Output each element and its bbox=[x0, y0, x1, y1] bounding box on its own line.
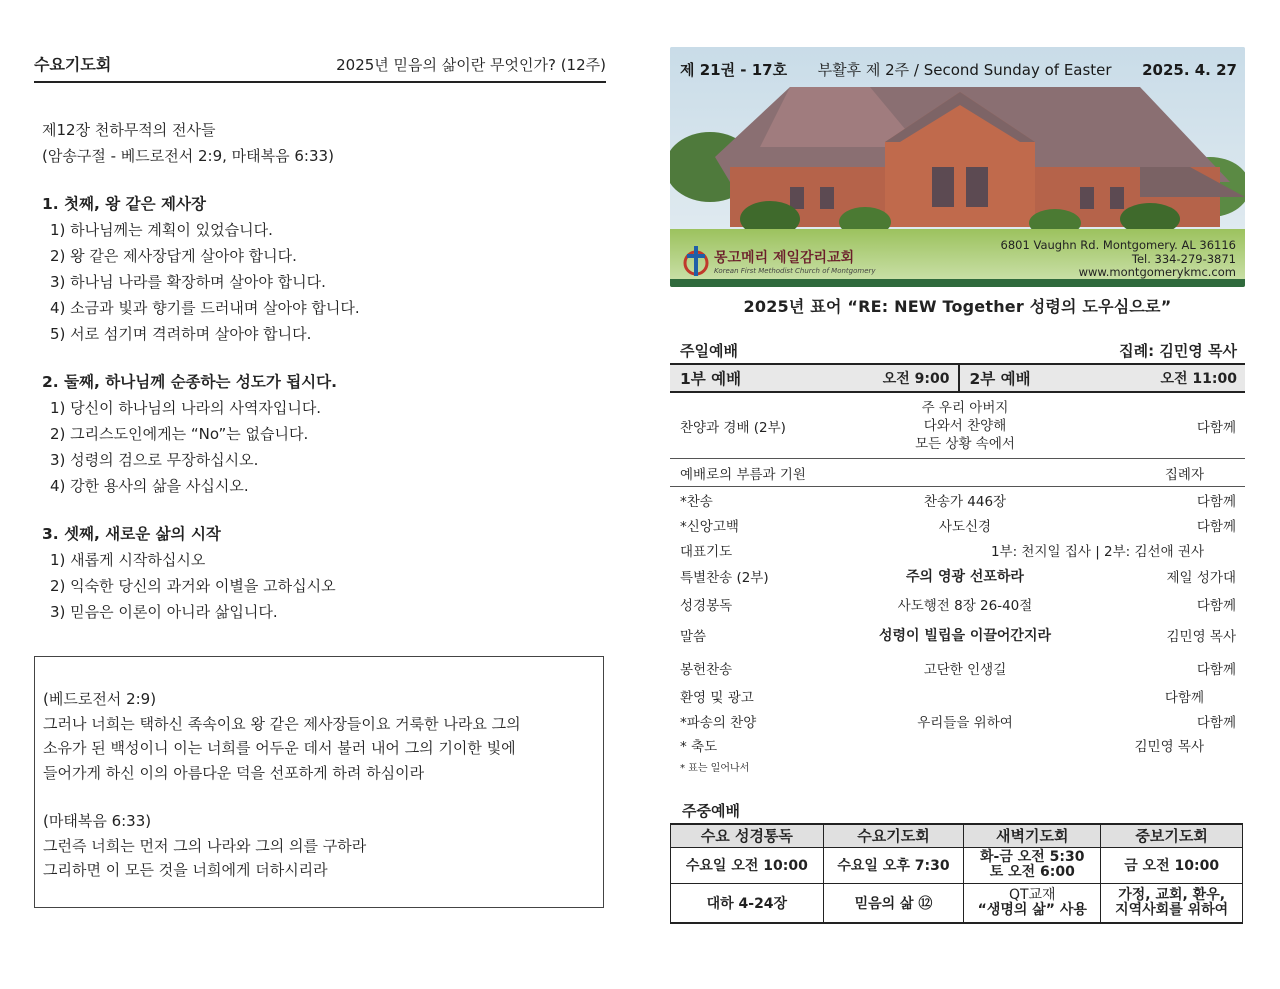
phone-line: Tel. 334-279-3871 bbox=[1131, 251, 1236, 266]
table-cell: 대하 4-24장 bbox=[671, 883, 824, 923]
praise-songs bbox=[864, 399, 1066, 453]
section-item: 2) 왕 같은 제사장답게 살아야 합니다. bbox=[50, 247, 297, 265]
verse-line: 그리하면 이 모든 것을 너희에게 더하시리라 bbox=[43, 861, 328, 879]
sunday-worship-title: 주일예배 bbox=[680, 342, 738, 360]
order-item-label: 환영 및 광고 bbox=[680, 690, 754, 706]
weekday-schedule-table bbox=[670, 823, 1243, 924]
section-item: 4) 강한 용사의 삶을 사십시오. bbox=[50, 477, 249, 495]
section-item: 3) 믿음은 이론이 아니라 삶입니다. bbox=[50, 603, 278, 621]
praise-song: 주 우리 아버지 bbox=[921, 399, 1009, 416]
order-item-leader: 다함께 bbox=[1196, 661, 1236, 678]
church-name-en: Korean First Methodist Church of Montgomery bbox=[714, 267, 876, 275]
praise-song: 다와서 찬양해 bbox=[923, 417, 1007, 434]
address-line: 6801 Vaughn Rd. Montgomery. AL 36116 bbox=[1000, 238, 1236, 252]
verse-line: 그런즉 너희는 먼저 그의 나라와 그의 의를 구하라 bbox=[43, 836, 367, 855]
section-heading: 1. 첫째, 왕 같은 제사장 bbox=[42, 195, 206, 213]
order-item-leader: 다함께 bbox=[1196, 715, 1236, 731]
bulletin-header bbox=[670, 47, 1245, 92]
order-item-content: 찬송가 446장 bbox=[923, 493, 1007, 510]
table-cell: 수요일 오전 10:00 bbox=[671, 847, 824, 883]
service-1 bbox=[670, 365, 958, 391]
service-1-time: 오전 9:00 bbox=[882, 371, 950, 387]
table-header: 새벽기도회 bbox=[964, 824, 1101, 847]
section-item: 3) 하나님 나라를 확장하며 살아야 합니다. bbox=[50, 273, 326, 291]
website-link[interactable]: www.montgomerykmc.com bbox=[1078, 265, 1236, 279]
order-item-leader: 김민영 목사 bbox=[1134, 739, 1204, 755]
table-cell: 화-금 오전 5:30 토 오전 6:00 bbox=[964, 847, 1101, 883]
officiant: 집례: 김민영 목사 bbox=[1119, 342, 1237, 360]
table-cell: 믿음의 삶 ⑫ bbox=[823, 883, 964, 923]
verse-line: 소유가 된 백성이니 이는 너희를 어두운 데서 불러 내어 그의 기이한 빛에 bbox=[43, 739, 516, 757]
order-row bbox=[670, 618, 1245, 652]
chapter-block bbox=[42, 117, 606, 169]
left-header bbox=[34, 52, 606, 83]
order-item-label: *찬송 bbox=[680, 493, 713, 510]
right-page bbox=[670, 47, 1245, 924]
cross-flame-icon bbox=[682, 244, 710, 278]
scripture-box bbox=[34, 656, 604, 908]
sunday-worship-header bbox=[670, 340, 1245, 363]
order-of-worship bbox=[670, 459, 1245, 757]
service-times bbox=[670, 363, 1245, 393]
church-name-ko: 몽고메리 제일감리교회 bbox=[714, 250, 855, 266]
section-heading: 2. 둘째, 하나님께 순종하는 성도가 됩시다. bbox=[42, 373, 337, 391]
order-row bbox=[670, 512, 1245, 537]
order-item-leader: 1부: 천지일 집사 | 2부: 김선애 권사 bbox=[990, 543, 1204, 560]
order-item-leader: 다함께 bbox=[1164, 690, 1204, 706]
verse-line: 그러나 너희는 택하신 족속이요 왕 같은 제사장들이요 거룩한 나라요 그의 bbox=[43, 714, 521, 733]
section-2 bbox=[42, 369, 606, 499]
order-item-label: *신앙고백 bbox=[680, 518, 739, 535]
praise-label: 찬양과 경배 (2부) bbox=[680, 419, 786, 436]
chapter-title: 제12장 천하무적의 전사들 bbox=[42, 121, 216, 139]
praise-leader: 다함께 bbox=[1196, 419, 1236, 436]
table-cell: 가정, 교회, 환우, 지역사회를 위하여 bbox=[1101, 883, 1243, 923]
verse-reference: (베드로전서 2:9) bbox=[43, 690, 157, 708]
order-item-leader: 집례자 bbox=[1164, 466, 1204, 483]
order-row bbox=[670, 652, 1245, 683]
order-item-label: 성경봉독 bbox=[680, 598, 733, 614]
section-item: 4) 소금과 빛과 향기를 드러내며 살아야 합니다. bbox=[50, 299, 360, 317]
standing-note: * 표는 일어나서 bbox=[680, 763, 750, 774]
section-heading: 3. 셋째, 새로운 삶의 시작 bbox=[42, 525, 221, 543]
praise-song: 모든 상황 속에서 bbox=[915, 435, 1015, 452]
left-page bbox=[34, 52, 606, 625]
service-1-label: 1부 예배 bbox=[680, 370, 742, 388]
order-row bbox=[670, 562, 1245, 590]
table-cell: 수요일 오후 7:30 bbox=[823, 847, 964, 883]
order-item-leader: 다함께 bbox=[1196, 518, 1236, 535]
order-row bbox=[670, 487, 1245, 512]
order-item-content: 사도신경 bbox=[938, 518, 992, 535]
service-2-time: 오전 11:00 bbox=[1160, 371, 1237, 387]
section-1 bbox=[42, 191, 606, 347]
table-header: 수요 성경통독 bbox=[671, 824, 824, 847]
order-item-content: 우리들을 위하여 bbox=[917, 715, 1013, 731]
order-item-leader: 다함께 bbox=[1196, 598, 1236, 614]
order-row bbox=[670, 683, 1245, 709]
order-item-label: 봉헌찬송 bbox=[680, 661, 733, 678]
section-item: 1) 당신이 하나님의 나라의 사역자입니다. bbox=[50, 399, 322, 417]
order-row bbox=[670, 537, 1245, 562]
order-row bbox=[670, 733, 1245, 757]
church-banner bbox=[670, 47, 1245, 287]
order-item-leader: 김민영 목사 bbox=[1166, 629, 1236, 645]
section-item: 3) 성령의 검으로 무장하십시오. bbox=[50, 451, 259, 469]
liturgical-sunday: 부활후 제 2주 / Second Sunday of Easter bbox=[817, 61, 1112, 79]
section-item: 2) 익숙한 당신의 과거와 이별을 고하십시오 bbox=[50, 577, 336, 595]
section-item: 5) 서로 섬기며 격려하며 살아야 합니다. bbox=[50, 325, 312, 343]
order-item-label: 대표기도 bbox=[680, 543, 733, 560]
order-item-content: 사도행전 8장 26-40절 bbox=[897, 598, 1033, 614]
service-2 bbox=[958, 365, 1246, 391]
left-header-title: 수요기도회 bbox=[34, 55, 112, 74]
order-row bbox=[670, 590, 1245, 618]
order-item-content: 고단한 인생길 bbox=[923, 661, 1007, 678]
order-row bbox=[670, 459, 1245, 487]
section-item: 1) 새롭게 시작하십시오 bbox=[50, 551, 206, 569]
weekday-worship-title: 주중예배 bbox=[682, 802, 740, 820]
yearly-motto: 2025년 표어 “RE: NEW Together 성령의 도우심으로” bbox=[743, 297, 1172, 316]
order-item-label: * 축도 bbox=[680, 739, 718, 755]
section-3 bbox=[42, 521, 606, 625]
order-item-label: 말씀 bbox=[680, 629, 707, 645]
order-item-leader: 제일 성가대 bbox=[1166, 570, 1236, 586]
verse-reference: (마태복음 6:33) bbox=[43, 812, 152, 830]
church-logo bbox=[682, 244, 876, 278]
table-cell: 금 오전 10:00 bbox=[1101, 847, 1243, 883]
order-item-content: 주의 영광 선포하라 bbox=[906, 569, 1024, 585]
bulletin-date: 2025. 4. 27 bbox=[1142, 60, 1237, 79]
table-header: 중보기도회 bbox=[1101, 824, 1243, 847]
order-item-label: 특별찬송 (2부) bbox=[680, 570, 769, 586]
volume-number: 제 21권 - 17호 bbox=[680, 61, 788, 79]
order-item-label: 예배로의 부름과 기원 bbox=[680, 466, 806, 483]
order-item-leader: 다함께 bbox=[1196, 493, 1236, 510]
service-2-label: 2부 예배 bbox=[969, 370, 1031, 388]
order-row bbox=[670, 709, 1245, 733]
table-cell: QT교재 “생명의 삶” 사용 bbox=[964, 883, 1101, 923]
left-header-series: 2025년 믿음의 삶이란 무엇인가? (12주) bbox=[336, 56, 606, 74]
order-item-content: 성령이 빌립을 이끌어간지라 bbox=[878, 628, 1052, 644]
section-item: 2) 그리스도인에게는 “No”는 없습니다. bbox=[50, 425, 309, 443]
section-item: 1) 하나님께는 계획이 있었습니다. bbox=[50, 221, 273, 239]
praise-row bbox=[670, 393, 1245, 459]
table-header: 수요기도회 bbox=[823, 824, 964, 847]
verse-line: 들어가게 하신 이의 아름다운 덕을 선포하게 하려 하심이라 bbox=[43, 763, 425, 782]
memory-verse: (암송구절 - 베드로전서 2:9, 마태복음 6:33) bbox=[42, 147, 334, 165]
church-address bbox=[1001, 239, 1236, 280]
order-item-label: *파송의 찬양 bbox=[680, 715, 757, 731]
